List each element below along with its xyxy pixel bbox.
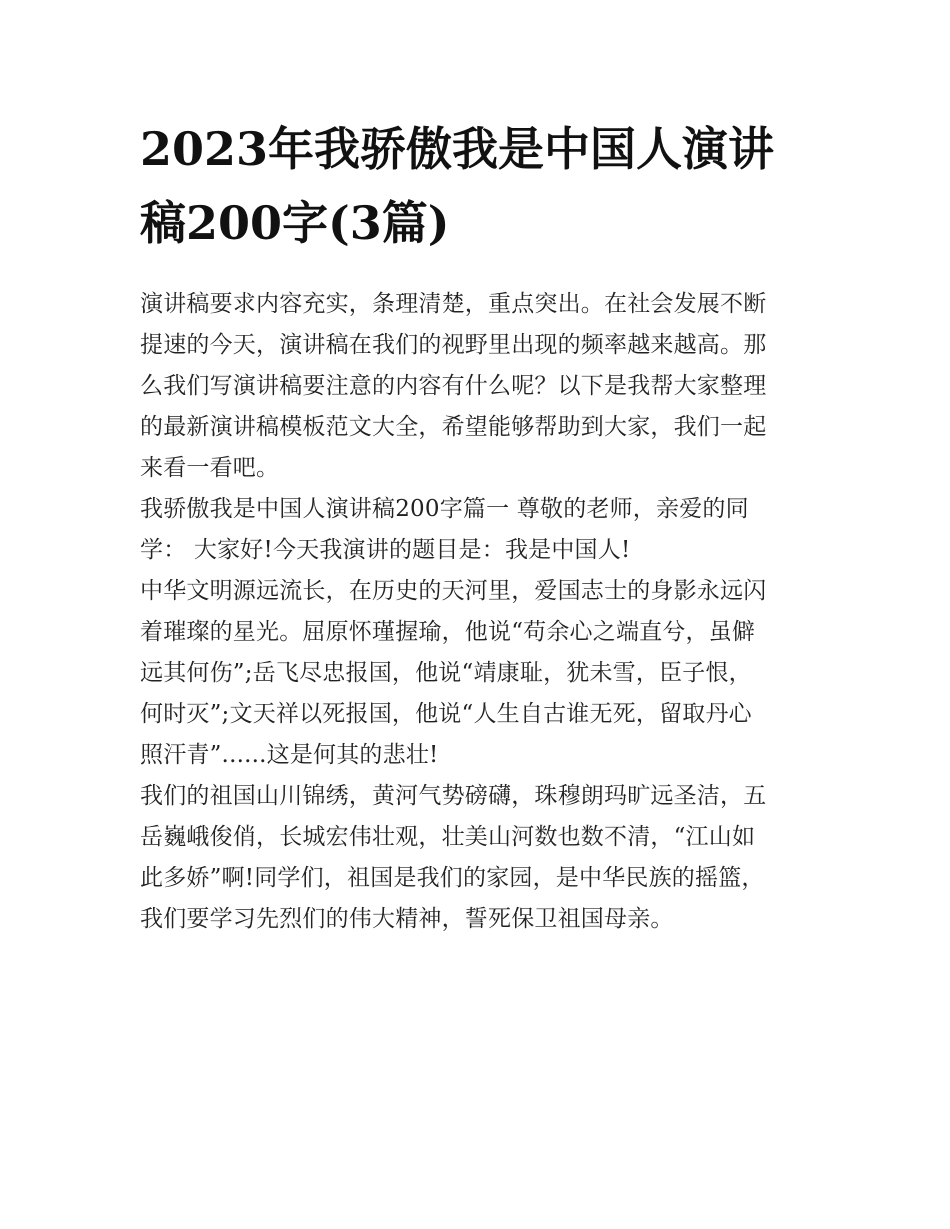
- intro-paragraph: [140, 284, 815, 489]
- text-line: 中华文明源远流长，在历史的天河里，爱国志士的身影永远闪: [140, 578, 767, 604]
- speech-opening-paragraph: [140, 489, 815, 571]
- text-line: 提速的今天，演讲稿在我们的视野里出现的频率越来越高。那: [140, 332, 767, 358]
- text-line: 演讲稿要求内容充实，条理清楚，重点突出。在社会发展不断: [140, 291, 767, 317]
- text-line: 我骄傲我是中国人演讲稿200字篇一 尊敬的老师，亲爱的同: [140, 496, 749, 522]
- text-line: 我们要学习先烈们的伟大精神，誓死保卫祖国母亲。: [140, 906, 674, 932]
- history-paragraph: [140, 571, 815, 776]
- text-line: 照汗青”......这是何其的悲壮!: [140, 742, 439, 768]
- text-line: 的最新演讲稿模板范文大全，希望能够帮助到大家，我们一起: [140, 414, 767, 440]
- text-line: 来看一看吧。: [140, 455, 280, 481]
- text-line: 岳巍峨俊俏，长城宏伟壮观，壮美山河数也数不清，“江山如: [140, 824, 756, 850]
- text-line: 此多娇”啊!同学们，祖国是我们的家园，是中华民族的摇篮，: [140, 865, 765, 891]
- text-line: 何时灭”;文天祥以死报国，他说“人生自古谁无死，留取丹心: [140, 701, 752, 727]
- text-line: 远其何伤”;岳飞尽忠报国，他说“靖康耻，犹未雪，臣子恨，: [140, 660, 752, 686]
- text-line: 学： 大家好!今天我演讲的题目是：我是中国人!: [140, 537, 631, 563]
- text-line: 么我们写演讲稿要注意的内容有什么呢？以下是我帮大家整理: [140, 373, 767, 399]
- text-line: 我们的祖国山川锦绣，黄河气势磅礴，珠穆朗玛旷远圣洁，五: [140, 783, 767, 809]
- title-line: 2023年我骄傲我是中国人演讲: [140, 122, 775, 176]
- text-line: 着璀璨的星光。屈原怀瑾握瑜，他说“苟余心之端直兮，虽僻: [140, 619, 756, 645]
- document-body: [140, 112, 815, 940]
- landscape-paragraph: [140, 776, 815, 940]
- title-line: 稿200字(3篇): [140, 196, 450, 250]
- document-title: [140, 112, 815, 260]
